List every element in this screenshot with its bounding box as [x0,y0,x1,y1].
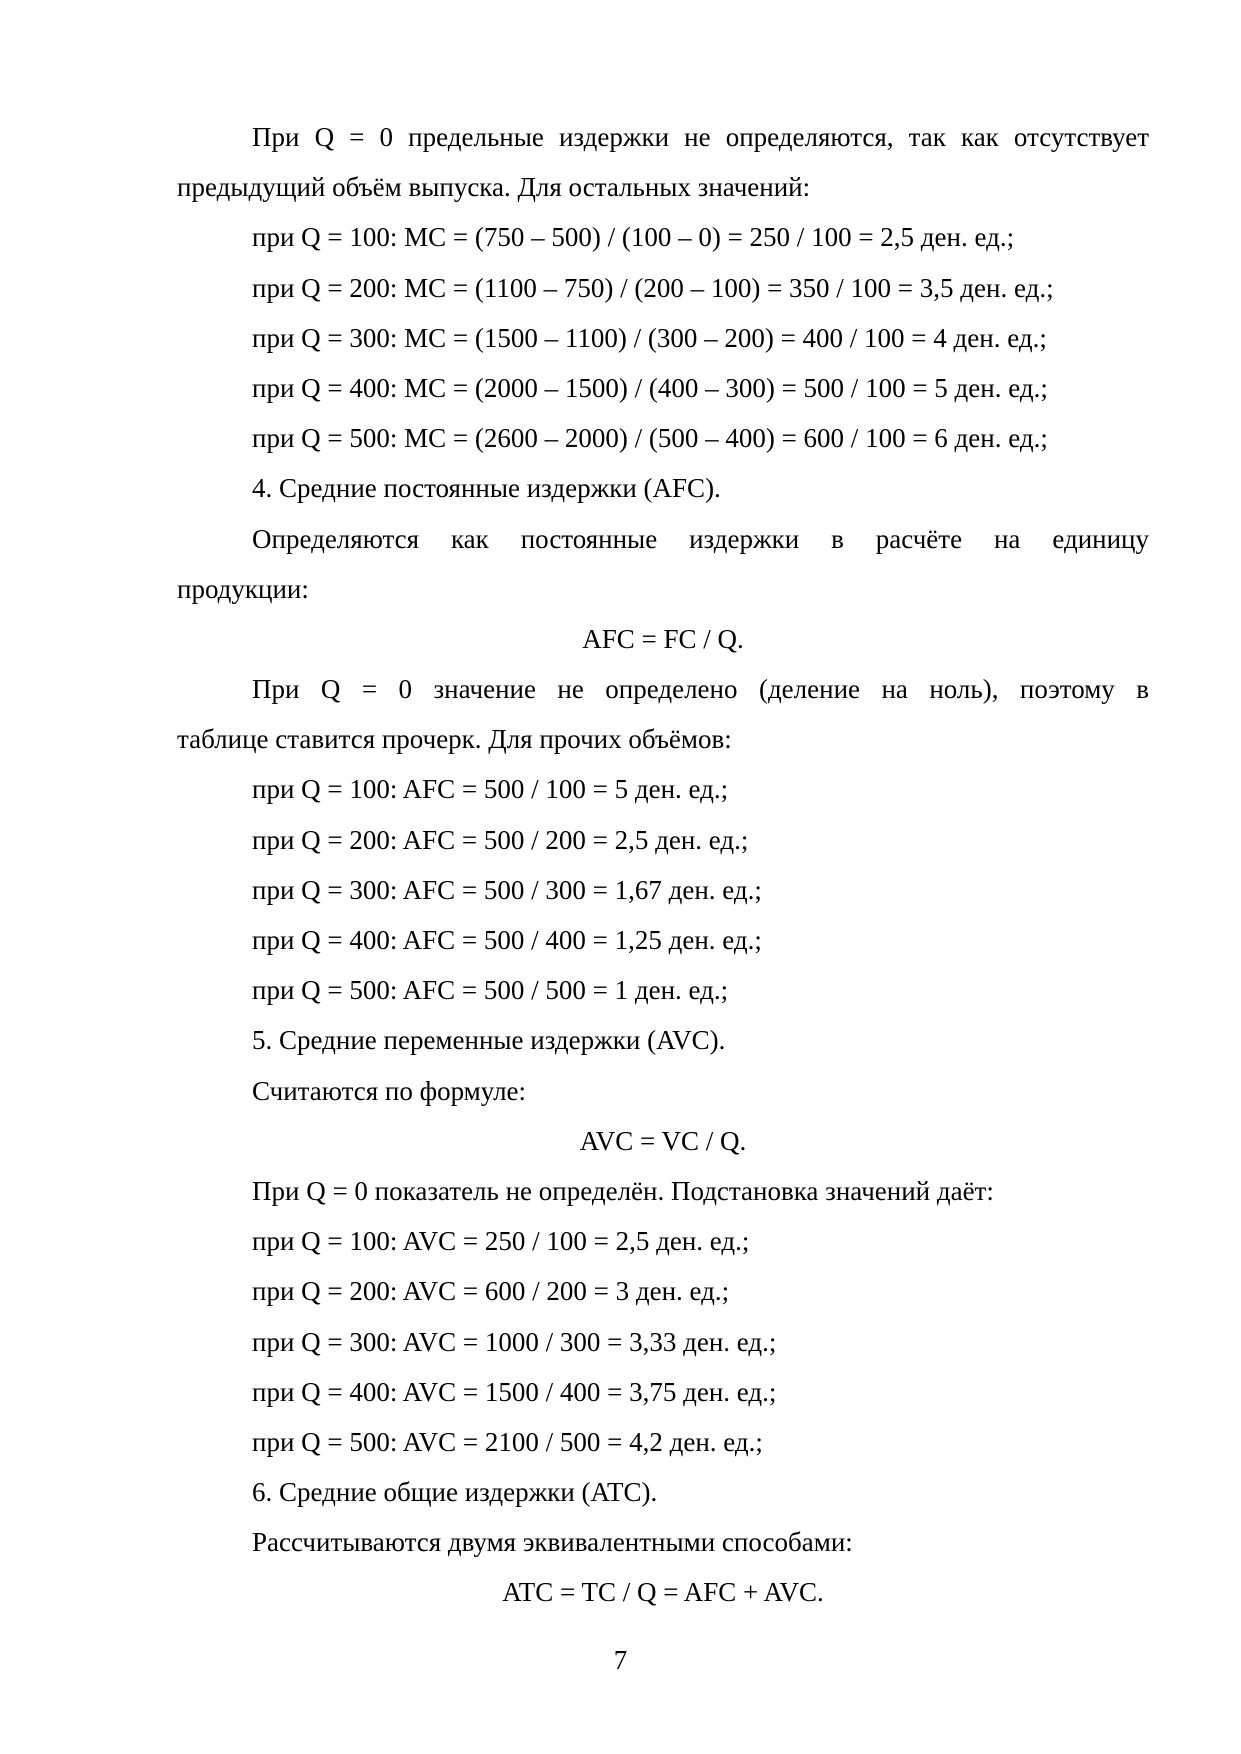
text-line: при Q = 100: AFC = 500 / 100 = 5 ден. ед.; [252,774,729,805]
text-line: предыдущий объём выпуска. Для остальных значений: [177,172,811,203]
text-line: При Q = 0 предельные издержки не определяются, так как отсутствует [252,122,1149,152]
text-line: Определяются как постоянные издержки в расчёте на единицу [252,523,1149,554]
text-line: 6. Средние общие издержки (ATC). [252,1477,658,1508]
text-line: при Q = 300: AFC = 500 / 300 = 1,67 ден. ед.; [252,874,762,905]
text-line: При Q = 0 показатель не определён. Подстановка значений даёт: [252,1175,994,1206]
text-line: при Q = 400: AVC = 1500 / 400 = 3,75 ден. ед.; [252,1376,777,1407]
text-line: при Q = 300: MC = (1500 – 1100) / (300 – 200) = 400 / 100 = 4 ден. ед.; [252,322,1047,353]
formula-line: ATC = TC / Q = AFC + AVC. [502,1577,824,1608]
text-line: при Q = 100: AVC = 250 / 100 = 2,5 ден. ед.; [252,1226,750,1257]
text-line: таблице ставится прочерк. Для прочих объёмов: [177,724,732,755]
text-line: 4. Средние постоянные издержки (AFC). [252,473,721,504]
text-line: при Q = 200: AFC = 500 / 200 = 2,5 ден. ед.; [252,824,749,855]
text-line: 5. Средние переменные издержки (AVC). [252,1025,726,1056]
text-line: при Q = 400: AFC = 500 / 400 = 1,25 ден. ед.; [252,925,762,955]
text-line: при Q = 500: AVC = 2100 / 500 = 4,2 ден. ед.; [252,1426,763,1457]
text-line: при Q = 200: MC = (1100 – 750) / (200 – 100) = 350 / 100 = 3,5 ден. ед.; [252,272,1054,303]
text-line: при Q = 500: MC = (2600 – 2000) / (500 – 400) = 600 / 100 = 6 ден. ед.; [252,423,1048,454]
text-line: Считаются по формуле: [252,1075,527,1106]
text-line: продукции: [177,573,309,604]
formula-line: AFC = FC / Q. [582,623,744,654]
text-line: Рассчитываются двумя эквивалентными способами: [252,1527,853,1558]
text-line: При Q = 0 значение не определено (деление на ноль), поэтому в [252,674,1149,705]
page-number: 7 [613,1645,628,1675]
text-line: при Q = 500: AFC = 500 / 500 = 1 ден. ед.; [252,975,729,1006]
formula-line: AVC = VC / Q. [579,1125,747,1156]
text-line: при Q = 100: MC = (750 – 500) / (100 – 0) = 250 / 100 = 2,5 ден. ед.; [252,222,1015,253]
text-line: при Q = 200: AVC = 600 / 200 = 3 ден. ед.; [252,1276,730,1307]
text-line: при Q = 400: MC = (2000 – 1500) / (400 – 300) = 500 / 100 = 5 ден. ед.; [252,372,1048,403]
text-line: при Q = 300: AVC = 1000 / 300 = 3,33 ден. ед.; [252,1326,777,1357]
page-body-text [177,112,1149,1618]
